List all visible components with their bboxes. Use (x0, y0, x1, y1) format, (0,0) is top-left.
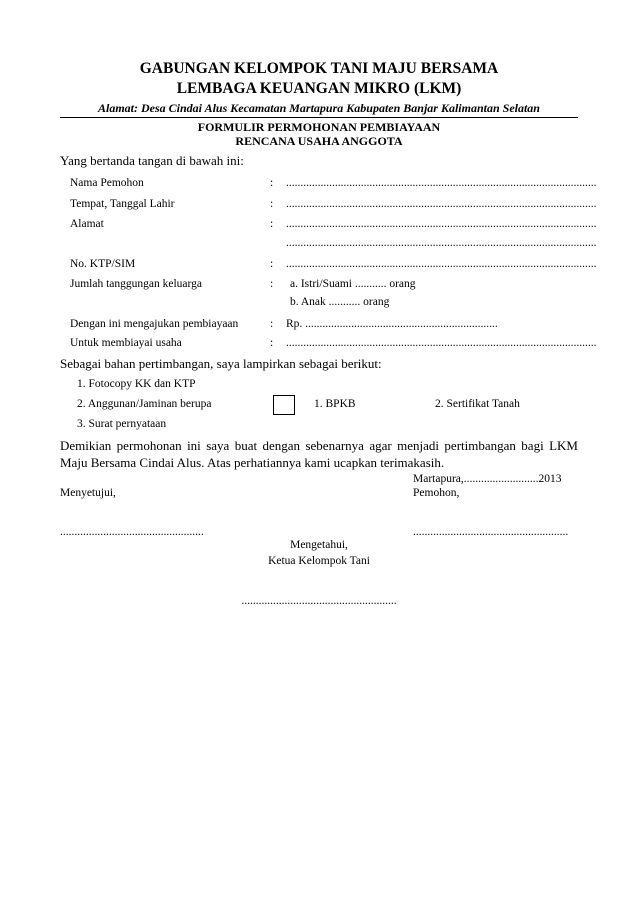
field-colon: : (270, 318, 274, 330)
jaminan-checkbox[interactable] (273, 395, 295, 415)
field-label-ttl: Tempat, Tanggal Lahir (70, 198, 175, 210)
field-input-nama[interactable]: ............................................................................................................ (286, 177, 597, 189)
applicant-signature-line[interactable]: ...................................................... (413, 526, 569, 538)
attachment-item-jaminan: 2. Anggunan/Jaminan berupa (77, 398, 212, 410)
known-label: Mengetahui, (290, 539, 348, 551)
approver-signature-line[interactable]: .................................................. (60, 526, 204, 538)
applicant-label: Pemohon, (413, 487, 460, 499)
attachment-item-surat: 3. Surat pernyataan (77, 418, 167, 430)
intro-text: Yang bertanda tangan di bawah ini: (60, 153, 244, 168)
field-colon: : (270, 177, 274, 189)
group-head-signature-line[interactable]: ...................................................... (241, 595, 397, 607)
field-colon: : (270, 278, 274, 290)
field-input-anak[interactable]: b. Anak ........... orang (290, 296, 390, 308)
closing-line-1: Demikian permohonan ini saya buat dengan sebenarnya agar menjadi pertimbangan bagi LKM (60, 438, 578, 453)
field-label-nama: Nama Pemohon (70, 177, 144, 189)
closing-line-2: Maju Bersama Cindai Alus. Atas perhatiannya kami ucapkan terimakasih. (60, 455, 445, 470)
place-date[interactable]: Martapura,..........................2013 (413, 473, 562, 485)
field-label-ktp: No. KTP/SIM (70, 258, 136, 270)
form-subtitle: RENCANA USAHA ANGGOTA (235, 134, 403, 148)
field-input-pembiayaan[interactable]: Rp. ................................................................... (286, 318, 498, 330)
field-label-usaha: Untuk membiayai usaha (70, 337, 182, 349)
institution-name: LEMBAGA KEUANGAN MIKRO (LKM) (176, 80, 462, 97)
field-input-alamat-2[interactable]: ............................................................................................................ (286, 237, 597, 249)
jaminan-option-sertifikat[interactable]: 2. Sertifikat Tanah (435, 398, 520, 410)
approved-label: Menyetujui, (60, 487, 116, 499)
field-input-usaha[interactable]: ............................................................................................................ (286, 337, 597, 349)
field-input-ttl[interactable]: ............................................................................................................ (286, 198, 597, 210)
organization-address: Alamat: Desa Cindai Alus Kecamatan Martapura Kabupaten Banjar Kalimantan Selatan (98, 101, 540, 115)
field-colon: : (270, 218, 274, 230)
field-label-alamat: Alamat (70, 218, 104, 230)
field-input-istri-suami[interactable]: a. Istri/Suami ........... orang (290, 278, 416, 290)
field-colon: : (270, 258, 274, 270)
closing-paragraph (60, 437, 578, 471)
field-colon: : (270, 337, 274, 349)
attachments-intro: Sebagai bahan pertimbangan, saya lampirkan sebagai berikut: (60, 356, 382, 371)
field-colon: : (270, 198, 274, 210)
field-label-pembiayaan: Dengan ini mengajukan pembiayaan (70, 318, 239, 330)
field-input-ktp[interactable]: ............................................................................................................ (286, 258, 597, 270)
header-divider (60, 117, 578, 118)
organization-name: GABUNGAN KELOMPOK TANI MAJU BERSAMA (139, 60, 499, 77)
attachment-item-kk-ktp: 1. Fotocopy KK dan KTP (77, 378, 196, 390)
field-input-alamat-1[interactable]: ............................................................................................................ (286, 218, 597, 230)
group-head-label: Ketua Kelompok Tani (268, 555, 370, 567)
field-label-tanggungan: Jumlah tanggungan keluarga (70, 278, 203, 290)
form-title: FORMULIR PERMOHONAN PEMBIAYAAN (197, 120, 441, 134)
jaminan-option-bpkb[interactable]: 1. BPKB (314, 398, 356, 410)
